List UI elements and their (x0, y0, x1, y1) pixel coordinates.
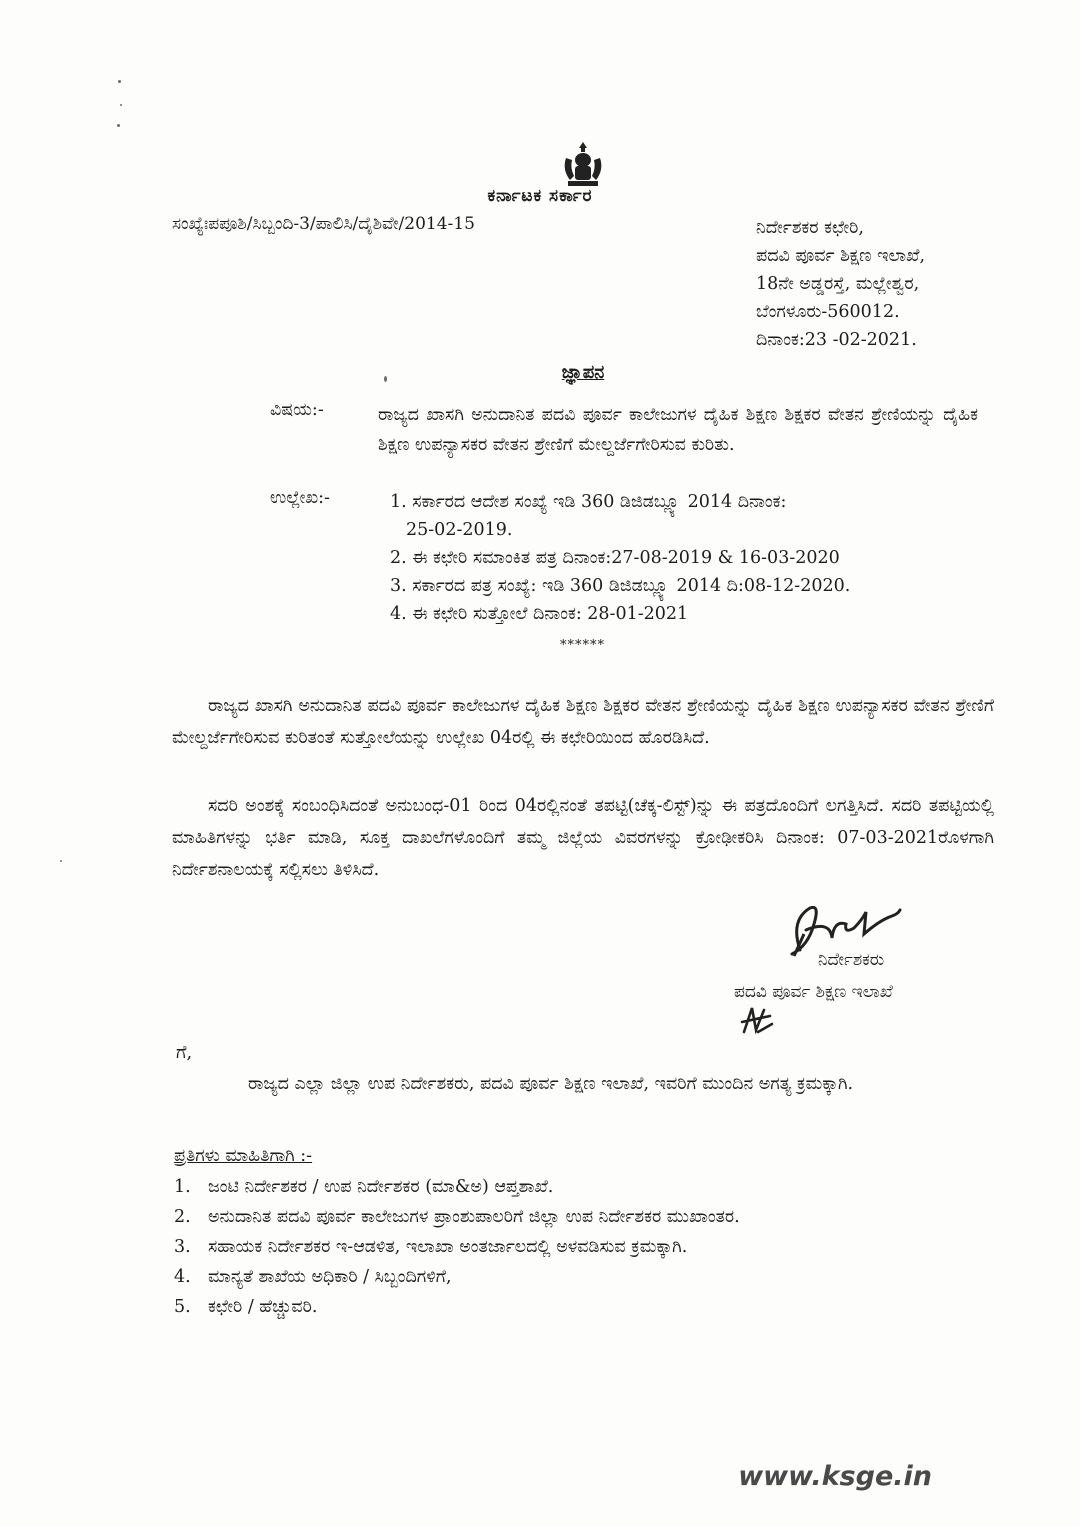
scan-speck (117, 124, 120, 127)
government-title: ಕರ್ನಾಟಕ ಸರ್ಕಾರ (487, 186, 593, 206)
memo-title (0, 362, 1080, 383)
separator: ****** (560, 638, 605, 653)
references-list (390, 488, 990, 628)
recipient-text: ರಾಜ್ಯದ ಎಲ್ಲಾ ಜಿಲ್ಲಾ ಉಪ ನಿರ್ದೇಶಕರು, ಪದವಿ ಪೂರ್ವ ಶಿಕ್ಷಣ ಇಲಾಖೆ, ಇವರಿಗೆ ಮುಂದಿನ ಅಗತ್ಯ ಕ್ರಮಕ್ಕಾಗಿ. (248, 1074, 854, 1094)
address-line: 18ನೇ ಅಡ್ಡರಸ್ತೆ, ಮಲ್ಲೇಶ್ವರ, (756, 274, 920, 294)
reference-item: 4. ಈ ಕಛೇರಿ ಸುತ್ತೋಲೆ ದಿನಾಂಕ: 28-01-2021 (390, 604, 689, 624)
date-line: ದಿನಾಂಕ:23 -02-2021. (756, 330, 917, 350)
body-paragraph: ಸದರಿ ಅಂಶಕ್ಕೆ ಸಂಬಂಧಿಸಿದಂತೆ ಅನುಬಂಧ-01 ರಿಂದ 04ರಲ್ಲಿನಂತೆ ತಪಟ್ಟಿ(ಚೆಕ್ಕ-ಲಿಸ್ಟ್)ನ್ನು ಈ ಪತ್ರದೊಂದಿಗೆ ಲಗತ್ತಿಸಿದೆ. ಸದರಿ ತಪಟ್ಟಿಯಲ್ಲಿ ಮಾಹಿತಿಗಳನ್ನು ಭರ್ತಿ ಮಾಡಿ, ಸೂಕ್ತ ದಾಖಲೆಗಳೊಂದಿಗೆ ತಮ್ಮ ಜಿಲ್ಲೆಯ ವಿವರಗಳನ್ನು ಕ್ರೋಢೀಕರಿಸಿ ದಿನಾಂಕ: 07-03-2021ರೊಳಗಾಗಿ ನಿರ್ದೇಶನಾಲಯಕ್ಕೆ ಸಲ್ಲಿಸಲು ತಿಳಿಸಿದೆ. (172, 796, 994, 880)
body-paragraph: ರಾಜ್ಯದ ಖಾಸಗಿ ಅನುದಾನಿತ ಪದವಿ ಪೂರ್ವ ಕಾಲೇಜುಗಳ ದೈಹಿಕ ಶಿಕ್ಷಣ ಶಿಕ್ಷಕರ ವೇತನ ಶ್ರೇಣಿಯನ್ನು ದೈಹಿಕ ಶಿಕ್ಷಣ ಉಪನ್ಯಾಸಕರ ವೇತನ ಶ್ರೇಣಿಗೆ ಮೇಲ್ದರ್ಜೆಗೇರಿಸುವ ಕುರಿತಂತೆ ಸುತ್ತೋಲೆಯನ್ನು ಉಲ್ಲೇಖ 04ರಲ್ಲಿ ಈ ಕಛೇರಿಯಿಂದ ಹೊರಡಿಸಿದೆ. (172, 696, 994, 748)
scan-speck (60, 860, 62, 862)
office-address (756, 214, 925, 354)
copies-list (174, 1172, 740, 1322)
website-watermark: www.ksge.in (738, 1461, 932, 1492)
to-label: ಗೆ, (176, 1042, 193, 1063)
signatory-department: ಪದವಿ ಪೂರ್ವ ಶಿಕ್ಷಣ ಇಲಾಖೆ (734, 982, 893, 1002)
reference-item-continued: 25-02-2019. (406, 520, 513, 540)
subject-text: ರಾಜ್ಯದ ಖಾಸಗಿ ಅನುದಾನಿತ ಪದವಿ ಪೂರ್ವ ಕಾಲೇಜುಗಳ ದೈಹಿಕ ಶಿಕ್ಷಣ ಶಿಕ್ಷಕರ ವೇತನ ಶ್ರೇಣಿಯನ್ನು ದೈಹಿಕ ಶಿಕ್ಷಣ ಉಪನ್ಯಾಸಕರ ವೇತನ ಶ್ರೇಣಿಗೆ ಮೇಲ್ದರ್ಜೆಗೇರಿಸುವ ಕುರಿತು. (378, 405, 978, 455)
copy-item: 5. ಕಛೇರಿ / ಹೆಚ್ಚುವರಿ. (174, 1297, 318, 1317)
address-line: ಬೆಂಗಳೂರು-560012. (756, 302, 900, 322)
address-line: ನಿರ್ದೇಶಕರ ಕಛೇರಿ, (756, 218, 864, 238)
state-emblem-icon (558, 140, 608, 188)
handwritten-initials (738, 1002, 778, 1038)
copy-item: 4. ಮಾನ್ಯತೆ ಶಾಖೆಯ ಅಧಿಕಾರಿ / ಸಿಬ್ಬಂದಿಗಳಿಗೆ, (174, 1267, 452, 1287)
scan-speck (120, 104, 122, 106)
subject-label: ವಿಷಯ:- (270, 400, 324, 420)
copy-item: 3. ಸಹಾಯಕ ನಿರ್ದೇಶಕರ ಇ-ಆಡಳಿತ, ಇಲಾಖಾ ಅಂತರ್ಜಾಲದಲ್ಲಿ ಅಳವಡಿಸುವ ಕ್ರಮಕ್ಕಾಗಿ. (174, 1237, 688, 1257)
memo-title-text: ಜ್ಞಾಪನ (561, 362, 605, 383)
reference-item: 1. ಸರ್ಕಾರದ ಆದೇಶ ಸಂಖ್ಯೆ ಇಡಿ 360 ಡಿಜಿಡಬ್ಲ್ಯೂ 2014 ದಿನಾಂಕ: (390, 492, 787, 512)
address-line: ಪದವಿ ಪೂರ್ವ ಶಿಕ್ಷಣ ಇಲಾಖೆ, (756, 246, 926, 266)
reference-item: 3. ಸರ್ಕಾರದ ಪತ್ರ ಸಂಖ್ಯೆ: ಇಡಿ 360 ಡಿಜಿಡಬ್ಲ್ಯೂ 2014 ದಿ:08-12-2020. (390, 576, 851, 596)
reference-number: ಸಂಖ್ಯೆಃಪಪೂಶಿ/ಸಿಬ್ಬಂದಿ-3/ಪಾಲಿಸಿ/ದೈಶಿವೇ/2014-15 (172, 214, 475, 234)
copies-heading: ಪ್ರತಿಗಳು ಮಾಹಿತಿಗಾಗಿ :- (174, 1146, 313, 1166)
scan-speck (118, 80, 121, 83)
reference-item: 2. ಈ ಕಛೇರಿ ಸಮಾಂಕಿತ ಪತ್ರ ದಿನಾಂಕ:27-08-2019 & 16-03-2020 (390, 548, 840, 568)
copy-item: 1. ಜಂಟಿ ನಿರ್ದೇಶಕರ / ಉಪ ನಿರ್ದೇಶಕರ (ಮಾ&ಅ) ಆಪ್ತಶಾಖೆ. (174, 1177, 554, 1197)
references-label: ಉಲ್ಲೇಖ:- (270, 488, 330, 508)
scan-speck (384, 376, 387, 382)
copy-item: 2. ಅನುದಾನಿತ ಪದವಿ ಪೂರ್ವ ಕಾಲೇಜುಗಳ ಪ್ರಾಂಶುಪಾಲರಿಗೆ ಜಿಲ್ಲಾ ಉಪ ನಿರ್ದೇಶಕರ ಮುಖಾಂತರ. (174, 1207, 740, 1227)
signatory-designation: ನಿರ್ದೇಶಕರು (818, 950, 885, 970)
